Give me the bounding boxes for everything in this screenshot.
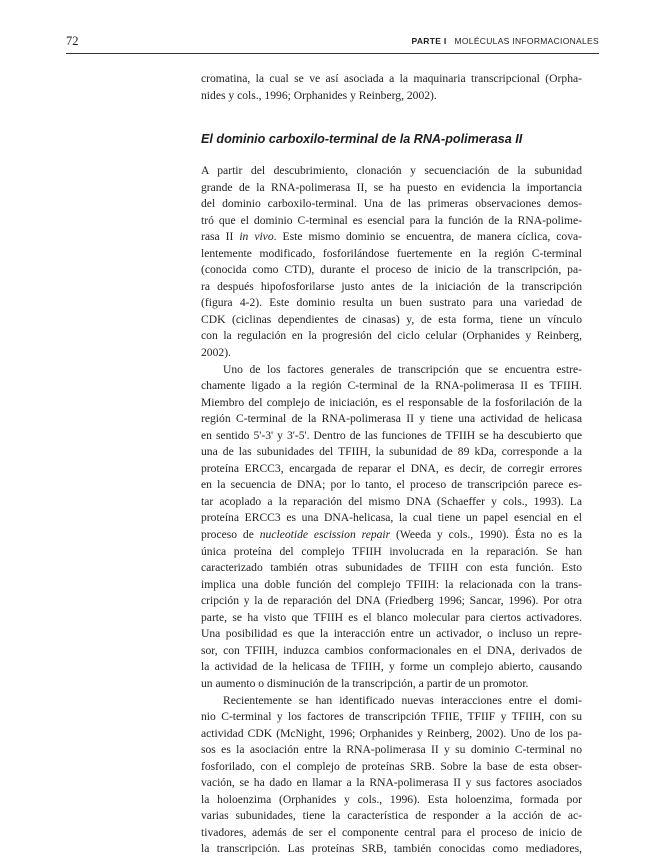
header-rule (66, 53, 599, 54)
text-line: sos es la asociación entre la RNA-polimerasa II y su dominio C-terminal no (201, 743, 582, 757)
part-title: MOLÉCULAS INFORMACIONALES (454, 36, 599, 46)
text-line: proteína ERCC3, encargada de reparar el DNA, es decir, de corregir errores (201, 461, 582, 475)
text-line: rasa II in vivo. Este mismo dominio se encuentra, de manera cíclica, cova- (201, 230, 582, 244)
text-line: cromatina, la cual se ve así asociada a la maquinaria transcripcional (Orpha- (201, 72, 582, 85)
text-line: grande de la RNA-polimerasa II, se ha puesto en evidencia la importancia (201, 180, 582, 194)
text-line: tivadores, además de ser el componente central para el proceso de inicio de (201, 825, 582, 839)
text-line: implica una doble función del complejo TFIIH: la relacionada con la trans- (201, 577, 582, 591)
text-line: Uno de los factores generales de transcripción que se encuentra estre- (223, 362, 582, 376)
intro-paragraph (201, 71, 582, 104)
section-title: El dominio carboxilo-terminal de la RNA-polimerasa II (201, 132, 523, 146)
text-line: actividad CDK (McNight, 1996; Orphanides y Reinberg, 2002). Uno de los pa- (201, 726, 582, 740)
body-text (201, 163, 582, 858)
text-line: (figura 4-2). Este dominio resulta un buen sustrato para una variedad de (201, 296, 582, 310)
text-line: varias subunidades, tiene la característica de responder a la acción de ac- (201, 809, 582, 823)
part-label: PARTE I (411, 36, 447, 46)
text-line: nio C-terminal y los factores de transcripción TFIIE, TFIIF y TFIIH, con su (201, 710, 582, 724)
page-number: 72 (66, 34, 79, 48)
text-line: Recientemente se han identificado nuevas interacciones entre el domi- (223, 693, 582, 707)
text-line: vación, se ha dado en llamar a la RNA-polimerasa II y sus factores asociados (201, 776, 582, 790)
text-line: Miembro del complejo de iniciación, es el responsable de la fosforilación de la (201, 395, 582, 409)
text-line: la holoenzima (Orphanides y cols., 1996). Esta holoenzima, formada por (201, 792, 582, 806)
text-line: la actividad de la helicasa de TFIIH, y forme un complejo abierto, causando (201, 660, 582, 674)
text-line: proceso de nucleotide escission repair (Weeda y cols., 1990). Ésta no es la (201, 528, 582, 542)
text-line: fosforilado, con el complejo de proteínas SRB. Sobre la base de esta obser- (201, 759, 582, 773)
page-header (66, 34, 599, 50)
text-line: en la secuencia de DNA; por lo tanto, el proceso de transcripción parece es- (201, 478, 582, 492)
text-line: la transcripción. Las proteínas SRB, también conocidas como mediadores, (201, 842, 582, 856)
text-line: tró que el dominio C-terminal es esencial para la función de la RNA-polime- (201, 213, 582, 227)
text-line: tar acoplado a la reparación del mismo DNA (Schaeffer y cols., 1993). La (201, 494, 582, 508)
text-line: parte, se ha visto que TFIIH es el blanco molecular para ciertos activadores. (201, 610, 582, 624)
text-line: A partir del descubrimiento, clonación y secuenciación de la subunidad (201, 164, 582, 177)
text-line: del dominio carboxilo-terminal. Una de las primeras observaciones demos- (201, 197, 582, 211)
text-line: caracterizado también otras subunidades de TFIIH con esta función. Esto (201, 561, 582, 575)
text-line: cripción y la de reparación del DNA (Friedberg 1996; Sancar, 1996). Por otra (201, 594, 582, 608)
text-line: región C-terminal de la RNA-polimerasa II y tiene una actividad de helicasa (201, 412, 582, 426)
text-line: un aumento o disminución de la transcripción, a partir de un promotor. (201, 676, 529, 690)
text-line: con la regulación en la progresión del ciclo celular (Orphanides y Reinberg, (201, 329, 582, 343)
text-line: proteína ERCC3 es una DNA-helicasa, la cual tiene un papel esencial en el (201, 511, 582, 525)
text-line: única proteína del complejo TFIIH involucrada en la reparación. Se han (201, 544, 582, 558)
text-line: en sentido 5'-3' y 3'-5'. Dentro de las funciones de TFIIH se ha descubierto que (201, 428, 582, 442)
text-line: 2002). (201, 346, 231, 360)
running-head (412, 36, 600, 46)
text-line: nides y cols., 1996; Orphanides y Reinberg, 2002). (201, 88, 437, 102)
text-line: chamente ligado a la región C-terminal de la RNA-polimerasa II es TFIIH. (201, 379, 582, 393)
text-line: ra después hipofosforilarse justo antes de la iniciación de la transcripción (201, 279, 582, 293)
text-line: Una posibilidad es que la interacción entre un activador, o incluso un repre- (201, 627, 582, 641)
text-line: una de las subunidades del TFIIH, la subunidad de 89 kDa, corresponde a la (201, 445, 582, 459)
text-line: (conocida como CTD), durante el proceso de inicio de la transcripción, pa- (201, 263, 582, 277)
text-line: sor, con TFIIH, induzca cambios conformacionales en el DNA, derivados de (201, 643, 582, 657)
text-line: lentemente modificado, fosforilándose fuertemente en la región C-terminal (201, 246, 582, 260)
text-line: CDK (ciclinas dependientes de cinasas) y, de esta forma, tiene un vínculo (201, 312, 582, 326)
